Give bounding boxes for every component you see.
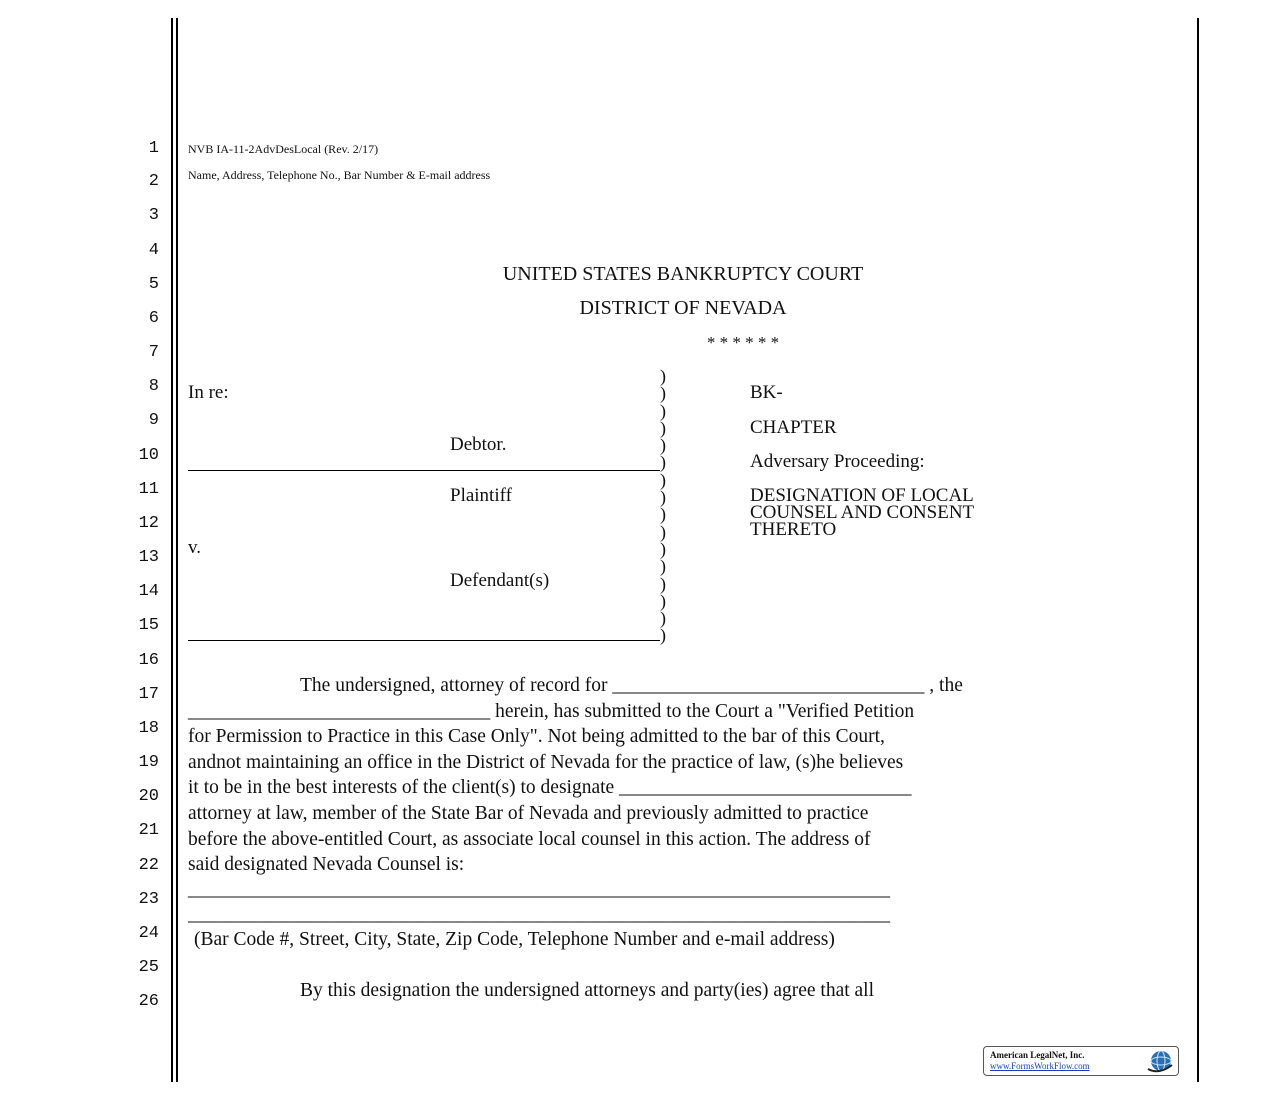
body-line: The undersigned, attorney of record for ________________________________ , the: [300, 675, 963, 696]
court-district: DISTRICT OF NEVADA: [579, 297, 787, 319]
line-number: 6: [148, 309, 159, 328]
body-line: attorney at law, member of the State Bar of Nevada and previously admitted to practice: [188, 802, 869, 824]
line-number: 21: [138, 821, 159, 840]
counsel-address-blank-1[interactable]: ________________________________________________________________________: [188, 879, 890, 900]
consent-paragraph-start: By this designation the undersigned attorneys and party(ies) agree that all: [300, 980, 875, 1001]
line-number: 16: [138, 651, 159, 670]
line-number: 25: [138, 958, 159, 977]
debtor-underline: [188, 470, 660, 471]
court-name: UNITED STATES BANKRUPTCY COURT: [502, 263, 864, 285]
defendant-label: Defendant(s): [450, 570, 550, 591]
case-number-label: BK-: [750, 382, 783, 403]
line-number: 7: [148, 343, 159, 362]
body-line: before the above-entitled Court, as associate local counsel in this action. The address of: [188, 828, 871, 850]
line-number: 24: [138, 924, 159, 943]
caption-divider-parens: ) ) ) ) ) ) ) ) ) ) ) ) ) ) ) ): [660, 366, 666, 646]
line-number: 8: [148, 377, 159, 396]
attorney-info-label: Name, Address, Telephone No., Bar Number & E-mail address: [188, 168, 491, 182]
left-margin-rule-outer: [171, 18, 173, 1082]
logo-url-link[interactable]: www.FormsWorkFlow.com: [990, 1061, 1090, 1071]
left-margin-rule-inner: [176, 18, 178, 1082]
line-number: 1: [148, 139, 159, 158]
plaintiff-label: Plaintiff: [450, 485, 512, 506]
body-line: andnot maintaining an office in the District of Nevada for the practice of law, (s)he believes: [188, 751, 904, 773]
body-paragraph: [188, 673, 1188, 878]
line-number: 3: [148, 206, 159, 225]
line-number: 17: [138, 685, 159, 704]
line-number: 18: [138, 719, 159, 738]
body-line: it to be in the best interests of the client(s) to designate ______________________________: [188, 777, 912, 799]
body-line: for Permission to Practice in this Case Only". Not being admitted to the bar of this Court,: [188, 726, 885, 748]
line-number: 10: [138, 446, 159, 465]
form-id: NVB IA-11-2AdvDesLocal (Rev. 2/17): [188, 142, 379, 156]
line-number: 9: [148, 411, 159, 430]
line-number: 26: [138, 992, 159, 1011]
line-number: 19: [138, 753, 159, 772]
body-line: _______________________________ herein, has submitted to the Court a "Verified Petition: [188, 700, 915, 722]
line-number: 20: [138, 787, 159, 806]
debtor-label: Debtor.: [450, 434, 507, 455]
american-legalnet-logo: [983, 1046, 1179, 1076]
line-number: 5: [148, 275, 159, 294]
defendant-underline: [188, 640, 660, 641]
globe-icon: [1144, 1049, 1174, 1073]
line-number: 11: [138, 480, 159, 499]
address-hint: (Bar Code #, Street, City, State, Zip Code, Telephone Number and e-mail address): [194, 929, 835, 950]
right-margin-rule: [1197, 18, 1199, 1082]
line-number: 12: [138, 514, 159, 533]
line-number: 23: [138, 890, 159, 909]
in-re-label: In re:: [188, 382, 229, 403]
logo-company-name: American LegalNet, Inc.: [990, 1050, 1085, 1060]
adversary-proceeding-label: Adversary Proceeding:: [750, 451, 925, 472]
body-line: said designated Nevada Counsel is:: [188, 854, 465, 876]
line-number: 14: [138, 582, 159, 601]
line-number: 15: [138, 616, 159, 635]
counsel-address-blank-2[interactable]: ________________________________________________________________________: [188, 904, 890, 925]
document-title: DESIGNATION OF LOCAL COUNSEL AND CONSENT THERETO: [750, 485, 975, 540]
line-number: 4: [148, 241, 159, 260]
stars-separator: * * * * * *: [706, 333, 780, 352]
chapter-label: CHAPTER: [750, 417, 837, 438]
line-number: 22: [138, 856, 159, 875]
line-number: 13: [138, 548, 159, 567]
line-number: 2: [148, 172, 159, 191]
versus-label: v.: [188, 537, 202, 558]
